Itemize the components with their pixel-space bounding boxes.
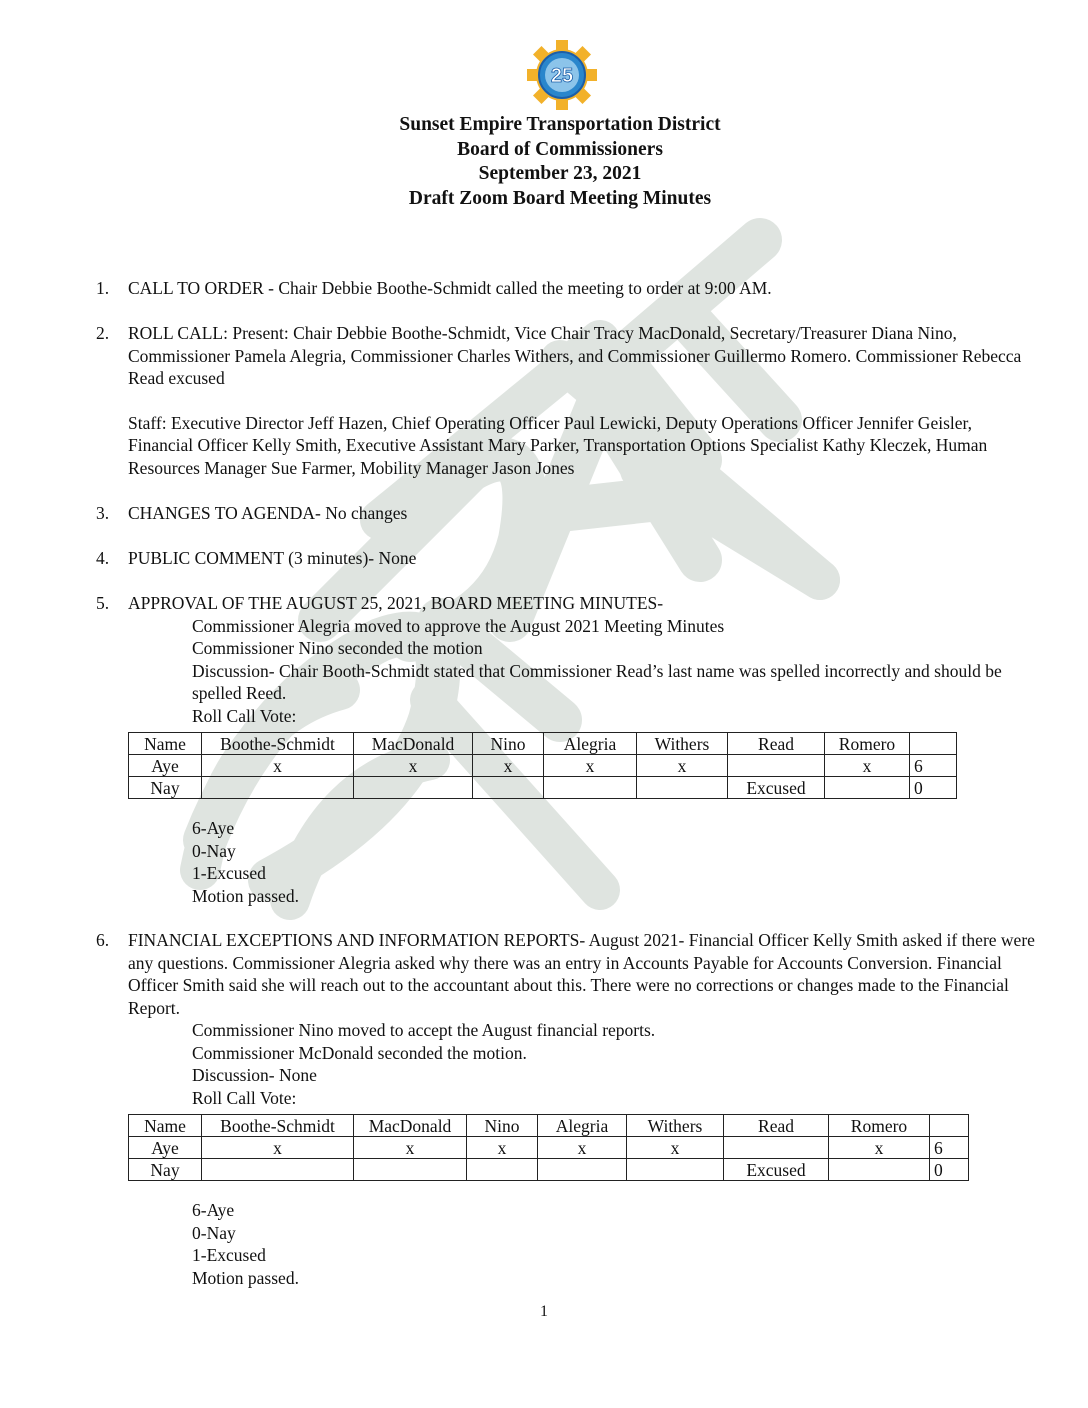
- vote-cell: [354, 1159, 467, 1181]
- item-number: 5.: [96, 593, 110, 613]
- vote-cell: Read: [728, 733, 825, 755]
- motion-details: [192, 615, 1036, 728]
- vote-cell: [825, 777, 910, 799]
- vote-total: 6: [930, 1137, 969, 1159]
- vote-cell: Alegria: [538, 1115, 627, 1137]
- item-text: PUBLIC COMMENT (3 minutes)- None: [128, 548, 417, 568]
- tally-nay: 0-Nay: [192, 840, 236, 861]
- vote-cell: Read: [724, 1115, 829, 1137]
- vote-tally-item-6: [192, 1199, 299, 1289]
- svg-text:25: 25: [550, 65, 574, 87]
- vote-cell: x: [354, 755, 473, 777]
- vote-cell: [467, 1159, 538, 1181]
- vote-aye-row: [129, 1137, 969, 1159]
- district-logo: [527, 40, 597, 110]
- agenda-item-1: [96, 277, 1036, 300]
- item-text: CHANGES TO AGENDA- No changes: [128, 503, 408, 523]
- vote-cell: Nay: [129, 777, 202, 799]
- second-line: Commissioner McDonald seconded the motion.: [192, 1042, 527, 1063]
- vote-cell: Aye: [129, 1137, 202, 1159]
- discussion-line: Discussion- None: [192, 1065, 317, 1085]
- vote-cell: [724, 1137, 829, 1159]
- vote-cell: Name: [129, 1115, 202, 1137]
- board-name: Board of Commissioners: [457, 138, 663, 160]
- meeting-date: September 23, 2021: [478, 163, 642, 184]
- vote-table-item-5: [128, 732, 957, 799]
- page-number: 1: [540, 1303, 548, 1320]
- motion-line: Commissioner Nino moved to accept the August financial reports.: [192, 1020, 656, 1040]
- vote-cell: MacDonald: [354, 1115, 467, 1137]
- roll-call-present: ROLL CALL: Present: Chair Debbie Boothe-Schmidt, Vice Chair Tracy MacDonald, Secretary/Treasurer Diana Nino, Commissioner Pamela Alegria, Commissioner Charles Withers, and Commissioner Guillermo Romero. Commissioner Rebecca Read excused: [128, 323, 1022, 388]
- motion-details: [192, 1019, 1036, 1109]
- agenda-item-4: [96, 547, 1036, 570]
- vote-cell: Nino: [467, 1115, 538, 1137]
- item-number: 2.: [96, 323, 110, 343]
- vote-total: 0: [930, 1159, 969, 1181]
- vote-cell: Boothe-Schmidt: [202, 1115, 354, 1137]
- vote-cell: [538, 1159, 627, 1181]
- tally-aye: 6-Aye: [192, 1200, 235, 1220]
- item-number: 3.: [96, 503, 110, 523]
- vote-cell: Romero: [829, 1115, 930, 1137]
- vote-cell: Alegria: [544, 733, 637, 755]
- item-number: 6.: [96, 930, 110, 950]
- vote-table-item-6: [128, 1114, 969, 1181]
- roll-call-label: Roll Call Vote:: [192, 1087, 297, 1108]
- vote-cell: Nay: [129, 1159, 202, 1181]
- vote-cell: [354, 777, 473, 799]
- item-title: APPROVAL OF THE AUGUST 25, 2021, BOARD MEETING MINUTES-: [128, 593, 664, 613]
- agenda-item-3: [96, 502, 1036, 525]
- vote-cell: x: [354, 1137, 467, 1159]
- motion-line: Commissioner Alegria moved to approve the August 2021 Meeting Minutes: [192, 615, 725, 636]
- item-text: FINANCIAL EXCEPTIONS AND INFORMATION REPORTS- August 2021- Financial Officer Kelly Smith asked if there were any questions. Commissioner Alegria asked why there was an entry in Accounts Payable for Accounts Conversion. Financial Officer Smith said she will reach out to the accountant about this. There were no corrections or changes made to the Financial Report.: [128, 930, 1035, 1018]
- vote-cell: Nino: [473, 733, 544, 755]
- item-text: CALL TO ORDER - Chair Debbie Boothe-Schmidt called the meeting to order at 9:00 AM.: [128, 278, 772, 298]
- vote-cell: x: [202, 755, 354, 777]
- vote-cell: [202, 777, 354, 799]
- vote-cell: [544, 777, 637, 799]
- tally-result: Motion passed.: [192, 885, 299, 906]
- item-number: 4.: [96, 548, 110, 568]
- org-name: Sunset Empire Transportation District: [399, 114, 721, 135]
- agenda-item-2: [96, 322, 1036, 479]
- vote-cell: Withers: [627, 1115, 724, 1137]
- roll-call-label: Roll Call Vote:: [192, 705, 297, 726]
- vote-cell: Boothe-Schmidt: [202, 733, 354, 755]
- agenda-item-5: [96, 592, 1036, 727]
- vote-nay-row: [129, 777, 957, 799]
- vote-cell: x: [538, 1137, 627, 1159]
- vote-cell: x: [825, 755, 910, 777]
- document-header: [0, 113, 1088, 211]
- vote-cell: x: [544, 755, 637, 777]
- vote-cell: MacDonald: [354, 733, 473, 755]
- vote-cell: Excused: [724, 1159, 829, 1181]
- vote-cell: [910, 733, 957, 755]
- vote-header-row: [129, 1115, 969, 1137]
- vote-cell: Aye: [129, 755, 202, 777]
- second-line: Commissioner Nino seconded the motion: [192, 638, 483, 658]
- tally-excused: 1-Excused: [192, 1245, 266, 1265]
- tally-nay: 0-Nay: [192, 1222, 236, 1243]
- vote-cell: x: [473, 755, 544, 777]
- vote-cell: x: [637, 755, 728, 777]
- roll-call-staff: Staff: Executive Director Jeff Hazen, Chief Operating Officer Paul Lewicki, Deputy Operations Officer Jennifer Geisler, Financial Officer Kelly Smith, Executive Assistant Mary Parker, Transportation Options Specialist Kathy Kleczek, Human Resources Manager Sue Farmer, Mobility Manager Jason Jones: [128, 412, 988, 478]
- vote-cell: x: [202, 1137, 354, 1159]
- vote-nay-row: [129, 1159, 969, 1181]
- vote-cell: Name: [129, 733, 202, 755]
- vote-cell: [930, 1115, 969, 1137]
- discussion-line: Discussion- Chair Booth-Schmidt stated that Commissioner Read’s last name was spelled incorrectly and should be spelled Reed.: [192, 660, 1002, 703]
- vote-total: 0: [910, 777, 957, 799]
- vote-total: 6: [910, 755, 957, 777]
- vote-cell: [473, 777, 544, 799]
- vote-cell: x: [467, 1137, 538, 1159]
- item-number: 1.: [96, 278, 110, 298]
- tally-result: Motion passed.: [192, 1267, 299, 1288]
- vote-header-row: [129, 733, 957, 755]
- vote-aye-row: [129, 755, 957, 777]
- tally-excused: 1-Excused: [192, 863, 266, 883]
- tally-aye: 6-Aye: [192, 818, 235, 838]
- vote-cell: [637, 777, 728, 799]
- vote-cell: [728, 755, 825, 777]
- vote-cell: [829, 1159, 930, 1181]
- vote-cell: [202, 1159, 354, 1181]
- vote-tally-item-5: [192, 817, 299, 907]
- vote-cell: x: [829, 1137, 930, 1159]
- vote-cell: x: [627, 1137, 724, 1159]
- vote-cell: Romero: [825, 733, 910, 755]
- document-title: Draft Zoom Board Meeting Minutes: [408, 187, 712, 209]
- vote-cell: [627, 1159, 724, 1181]
- vote-cell: Excused: [728, 777, 825, 799]
- vote-cell: Withers: [637, 733, 728, 755]
- agenda-item-6: [96, 929, 1036, 1109]
